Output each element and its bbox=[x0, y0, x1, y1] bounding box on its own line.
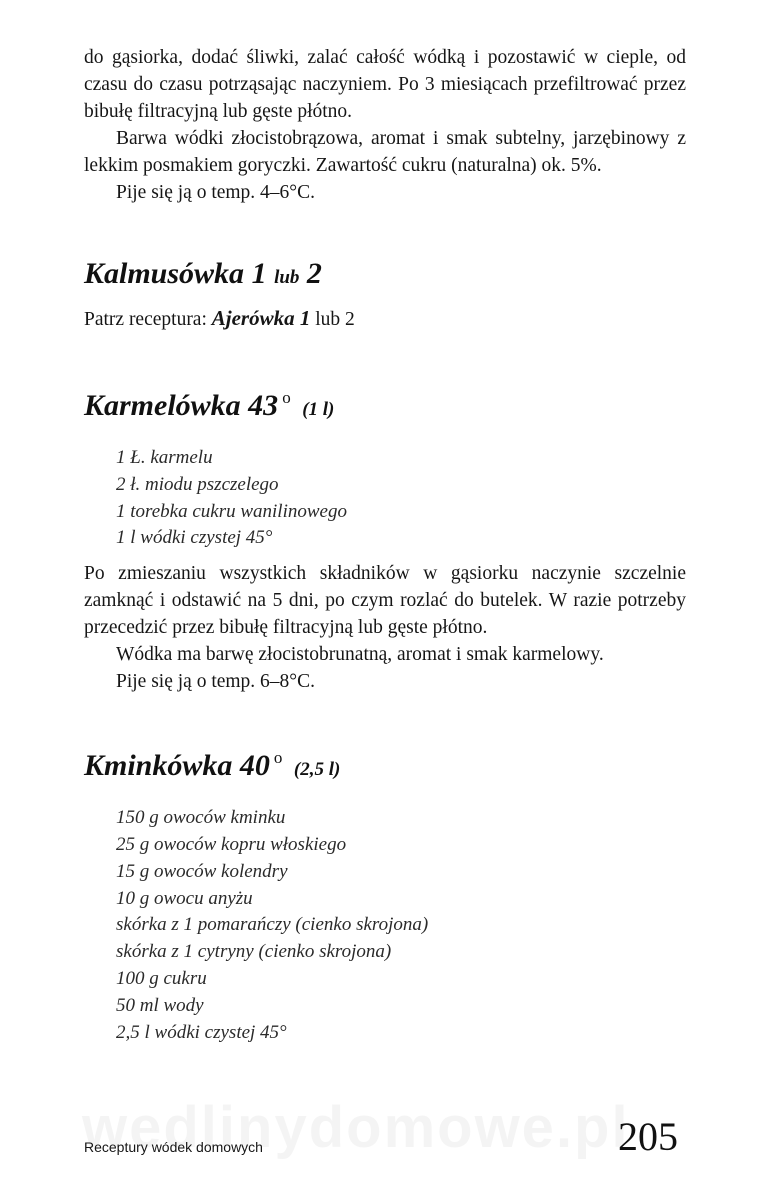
ingredient-item: 25 g owoców kopru włoskiego bbox=[116, 833, 347, 855]
kalmusowka-title-name: Kalmusówka bbox=[84, 257, 245, 290]
kminkowka-degree: o bbox=[273, 748, 283, 768]
karmelowka-title-name: Karmelówka 43 bbox=[84, 389, 279, 422]
kalmusowka-title-or: lub bbox=[274, 267, 300, 288]
see-also-number: 2 bbox=[345, 309, 355, 330]
kalmusowka-see-also bbox=[84, 305, 686, 333]
karmelowka-paragraph-3: Pije się ją o temp. 6–8°C. bbox=[116, 671, 315, 693]
ingredient-item: 100 g cukru bbox=[116, 967, 207, 989]
ingredient-item: skórka z 1 cytryny (cienko skrojona) bbox=[116, 941, 392, 963]
karmelowka-amount: (1 l) bbox=[302, 399, 335, 420]
ingredient-item: 1 torebka cukru wanilinowego bbox=[116, 500, 347, 522]
see-also-or: lub bbox=[315, 309, 341, 330]
ingredient-item: 1 l wódki czystej 45° bbox=[116, 527, 273, 549]
kminkowka-title bbox=[84, 740, 686, 788]
karmelowka-paragraph-2: Wódka ma barwę złocistobrunatną, aromat i smak karmelowy. bbox=[116, 644, 604, 666]
kminkowka-amount: (2,5 l) bbox=[293, 759, 341, 781]
ingredient-item: skórka z 1 pomarańczy (cienko skrojona) bbox=[116, 914, 429, 936]
intro-paragraph-1: do gąsiorka, dodać śliwki, zalać całość wódką i pozostawić w cieple, od czasu do czasu potrząsając naczyniem. Po 3 miesiącach przefiltrować przez bibułę filtracyjną lub gęste płótno. bbox=[84, 47, 686, 122]
ingredient-item: 15 g owoców kolendry bbox=[116, 860, 288, 882]
ingredient-item: 50 ml wody bbox=[116, 994, 204, 1016]
ingredient-item: 2 ł. miodu pszczelego bbox=[116, 473, 279, 495]
intro-paragraph-3: Pije się ją o temp. 4–6°C. bbox=[116, 182, 315, 203]
page-number: 205 bbox=[618, 1114, 678, 1159]
kminkowka-ingredients bbox=[116, 805, 686, 1046]
see-also-prefix: Patrz receptura: bbox=[84, 309, 207, 330]
see-also-reference: Ajerówka 1 bbox=[211, 306, 311, 330]
karmelowka-degree: o bbox=[282, 388, 291, 407]
page-content bbox=[84, 44, 686, 1046]
karmelowka-ingredients bbox=[116, 445, 686, 552]
kalmusowka-title bbox=[84, 256, 686, 296]
book-title-footer: Receptury wódek domowych bbox=[84, 1139, 263, 1155]
kminkowka-title-name: Kminkówka 40 bbox=[84, 749, 270, 783]
kalmusowka-title-num-1: 1 bbox=[251, 257, 267, 290]
karmelowka-title bbox=[84, 380, 686, 428]
kalmusowka-title-num-2: 2 bbox=[306, 257, 322, 290]
ingredient-item: 150 g owoców kminku bbox=[116, 807, 286, 829]
ingredient-item: 2,5 l wódki czystej 45° bbox=[116, 1021, 287, 1043]
ingredient-item: 10 g owocu anyżu bbox=[116, 887, 253, 909]
karmelowka-paragraph-1: Po zmieszaniu wszystkich składników w gąsiorku naczynie szczelnie zamknąć i odstawić na 5 dni, po czym rozlać do butelek. W razie potrzeby przecedzić przez bibułę filtracyjną lub gęste płótno. bbox=[84, 563, 686, 639]
intro-paragraph-2: Barwa wódki złocistobrązowa, aromat i smak subtelny, jarzębinowy z lekkim posmakiem goryczki. Zawartość cukru (naturalna) ok. 5%. bbox=[84, 128, 686, 176]
ingredient-item: 1 Ł. karmelu bbox=[116, 447, 213, 468]
